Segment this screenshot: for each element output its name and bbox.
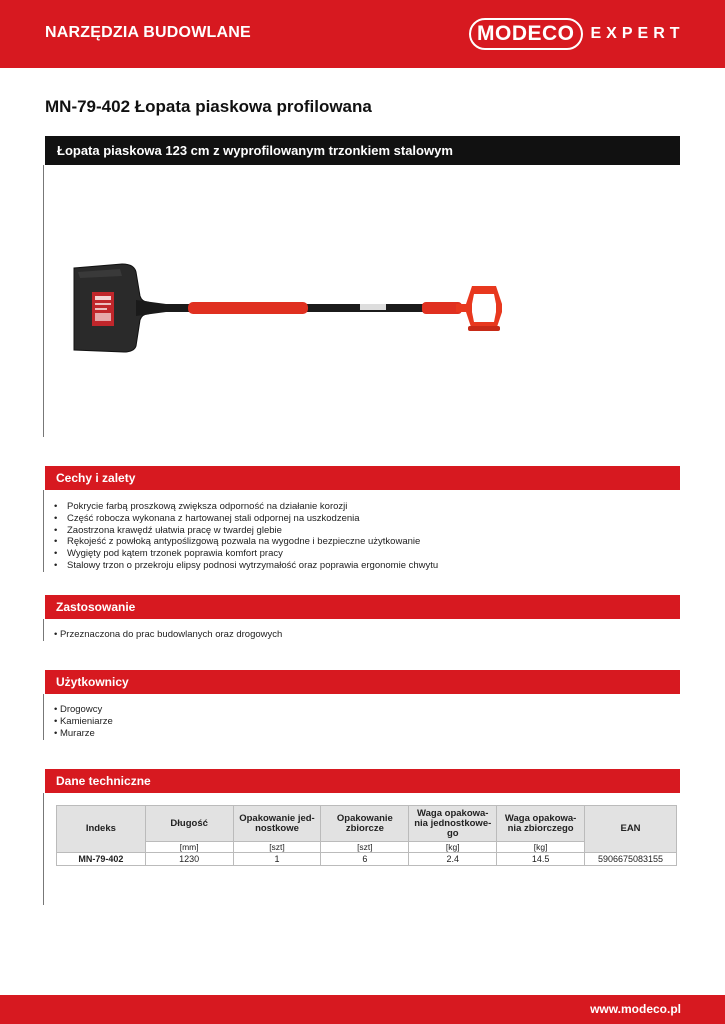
table-cell: MN-79-402 xyxy=(57,853,146,866)
users-heading: Użytkownicy xyxy=(56,675,129,689)
table-cell: 1230 xyxy=(145,853,233,866)
table-cell: [kg] xyxy=(497,842,585,853)
list-item: • Część robocza wykonana z hartowanej stali odpornej na uszkodzenia xyxy=(54,513,438,525)
users-heading-bar xyxy=(45,670,680,694)
list-item: • Zaostrzona krawędź ułatwia pracę w twardej glebie xyxy=(54,525,438,537)
product-subtitle-bar xyxy=(45,136,680,165)
table-header-row xyxy=(57,806,677,842)
list-item: • Murarze xyxy=(54,728,113,740)
users-list xyxy=(54,704,113,739)
table-header: Długość xyxy=(145,806,233,842)
table-cell: 1 xyxy=(233,853,321,866)
table-cell: [szt] xyxy=(233,842,321,853)
features-heading-bar xyxy=(45,466,680,490)
table-header: Waga opakowa-nia jednostkowe-go xyxy=(409,806,497,842)
application-list xyxy=(54,629,282,641)
tech-heading-bar xyxy=(45,769,680,793)
shovel-image xyxy=(70,262,510,354)
category-title: NARZĘDZIA BUDOWLANE xyxy=(45,24,251,41)
list-item: • Pokrycie farbą proszkową zwiększa odporność na działanie korozji xyxy=(54,501,438,513)
table-cell: 14.5 xyxy=(497,853,585,866)
table-header: EAN xyxy=(585,806,677,853)
list-item: • Przeznaczona do prac budowlanych oraz drogowych xyxy=(54,629,282,641)
list-item: • Wygięty pod kątem trzonek poprawia komfort pracy xyxy=(54,548,438,560)
brand-logo xyxy=(469,18,685,50)
image-frame-line xyxy=(43,165,44,437)
table-cell: 2.4 xyxy=(409,853,497,866)
brand-suffix: EXPERT xyxy=(590,25,685,42)
tech-table xyxy=(56,805,677,866)
table-cell: [mm] xyxy=(145,842,233,853)
table-header: Indeks xyxy=(57,806,146,853)
table-row xyxy=(57,853,677,866)
table-cell: [kg] xyxy=(409,842,497,853)
table-header: Opakowanie zbiorcze xyxy=(321,806,409,842)
list-item: • Drogowcy xyxy=(54,704,113,716)
tech-heading: Dane techniczne xyxy=(56,774,151,788)
table-cell: 6 xyxy=(321,853,409,866)
table-cell: 5906675083155 xyxy=(585,853,677,866)
list-item: • Kamieniarze xyxy=(54,716,113,728)
features-heading: Cechy i zalety xyxy=(56,471,136,485)
features-line xyxy=(43,490,44,572)
table-header: Opakowanie jed-nostkowe xyxy=(233,806,321,842)
tech-line xyxy=(43,793,44,905)
table-header: Waga opakowa-nia zbiorczego xyxy=(497,806,585,842)
table-units-row xyxy=(57,842,677,853)
list-item: • Rękojeść z powłoką antypoślizgową pozwala na wygodne i bezpieczne użytkowanie xyxy=(54,536,438,548)
brand-name: MODECO xyxy=(469,18,583,50)
users-line xyxy=(43,694,44,740)
product-title: MN-79-402 Łopata piaskowa profilowana xyxy=(45,97,372,116)
application-heading-bar xyxy=(45,595,680,619)
list-item: • Stalowy trzon o przekroju elipsy podnosi wytrzymałość oraz poprawia ergonomie chwytu xyxy=(54,560,438,572)
website-link[interactable]: www.modeco.pl xyxy=(590,1002,681,1016)
product-subtitle: Łopata piaskowa 123 cm z wyprofilowanym trzonkiem stalowym xyxy=(57,143,453,158)
features-list xyxy=(54,501,438,572)
table-cell: [szt] xyxy=(321,842,409,853)
application-line xyxy=(43,619,44,641)
application-heading: Zastosowanie xyxy=(56,600,136,614)
header-bar xyxy=(0,0,725,68)
footer-bar xyxy=(0,995,725,1024)
